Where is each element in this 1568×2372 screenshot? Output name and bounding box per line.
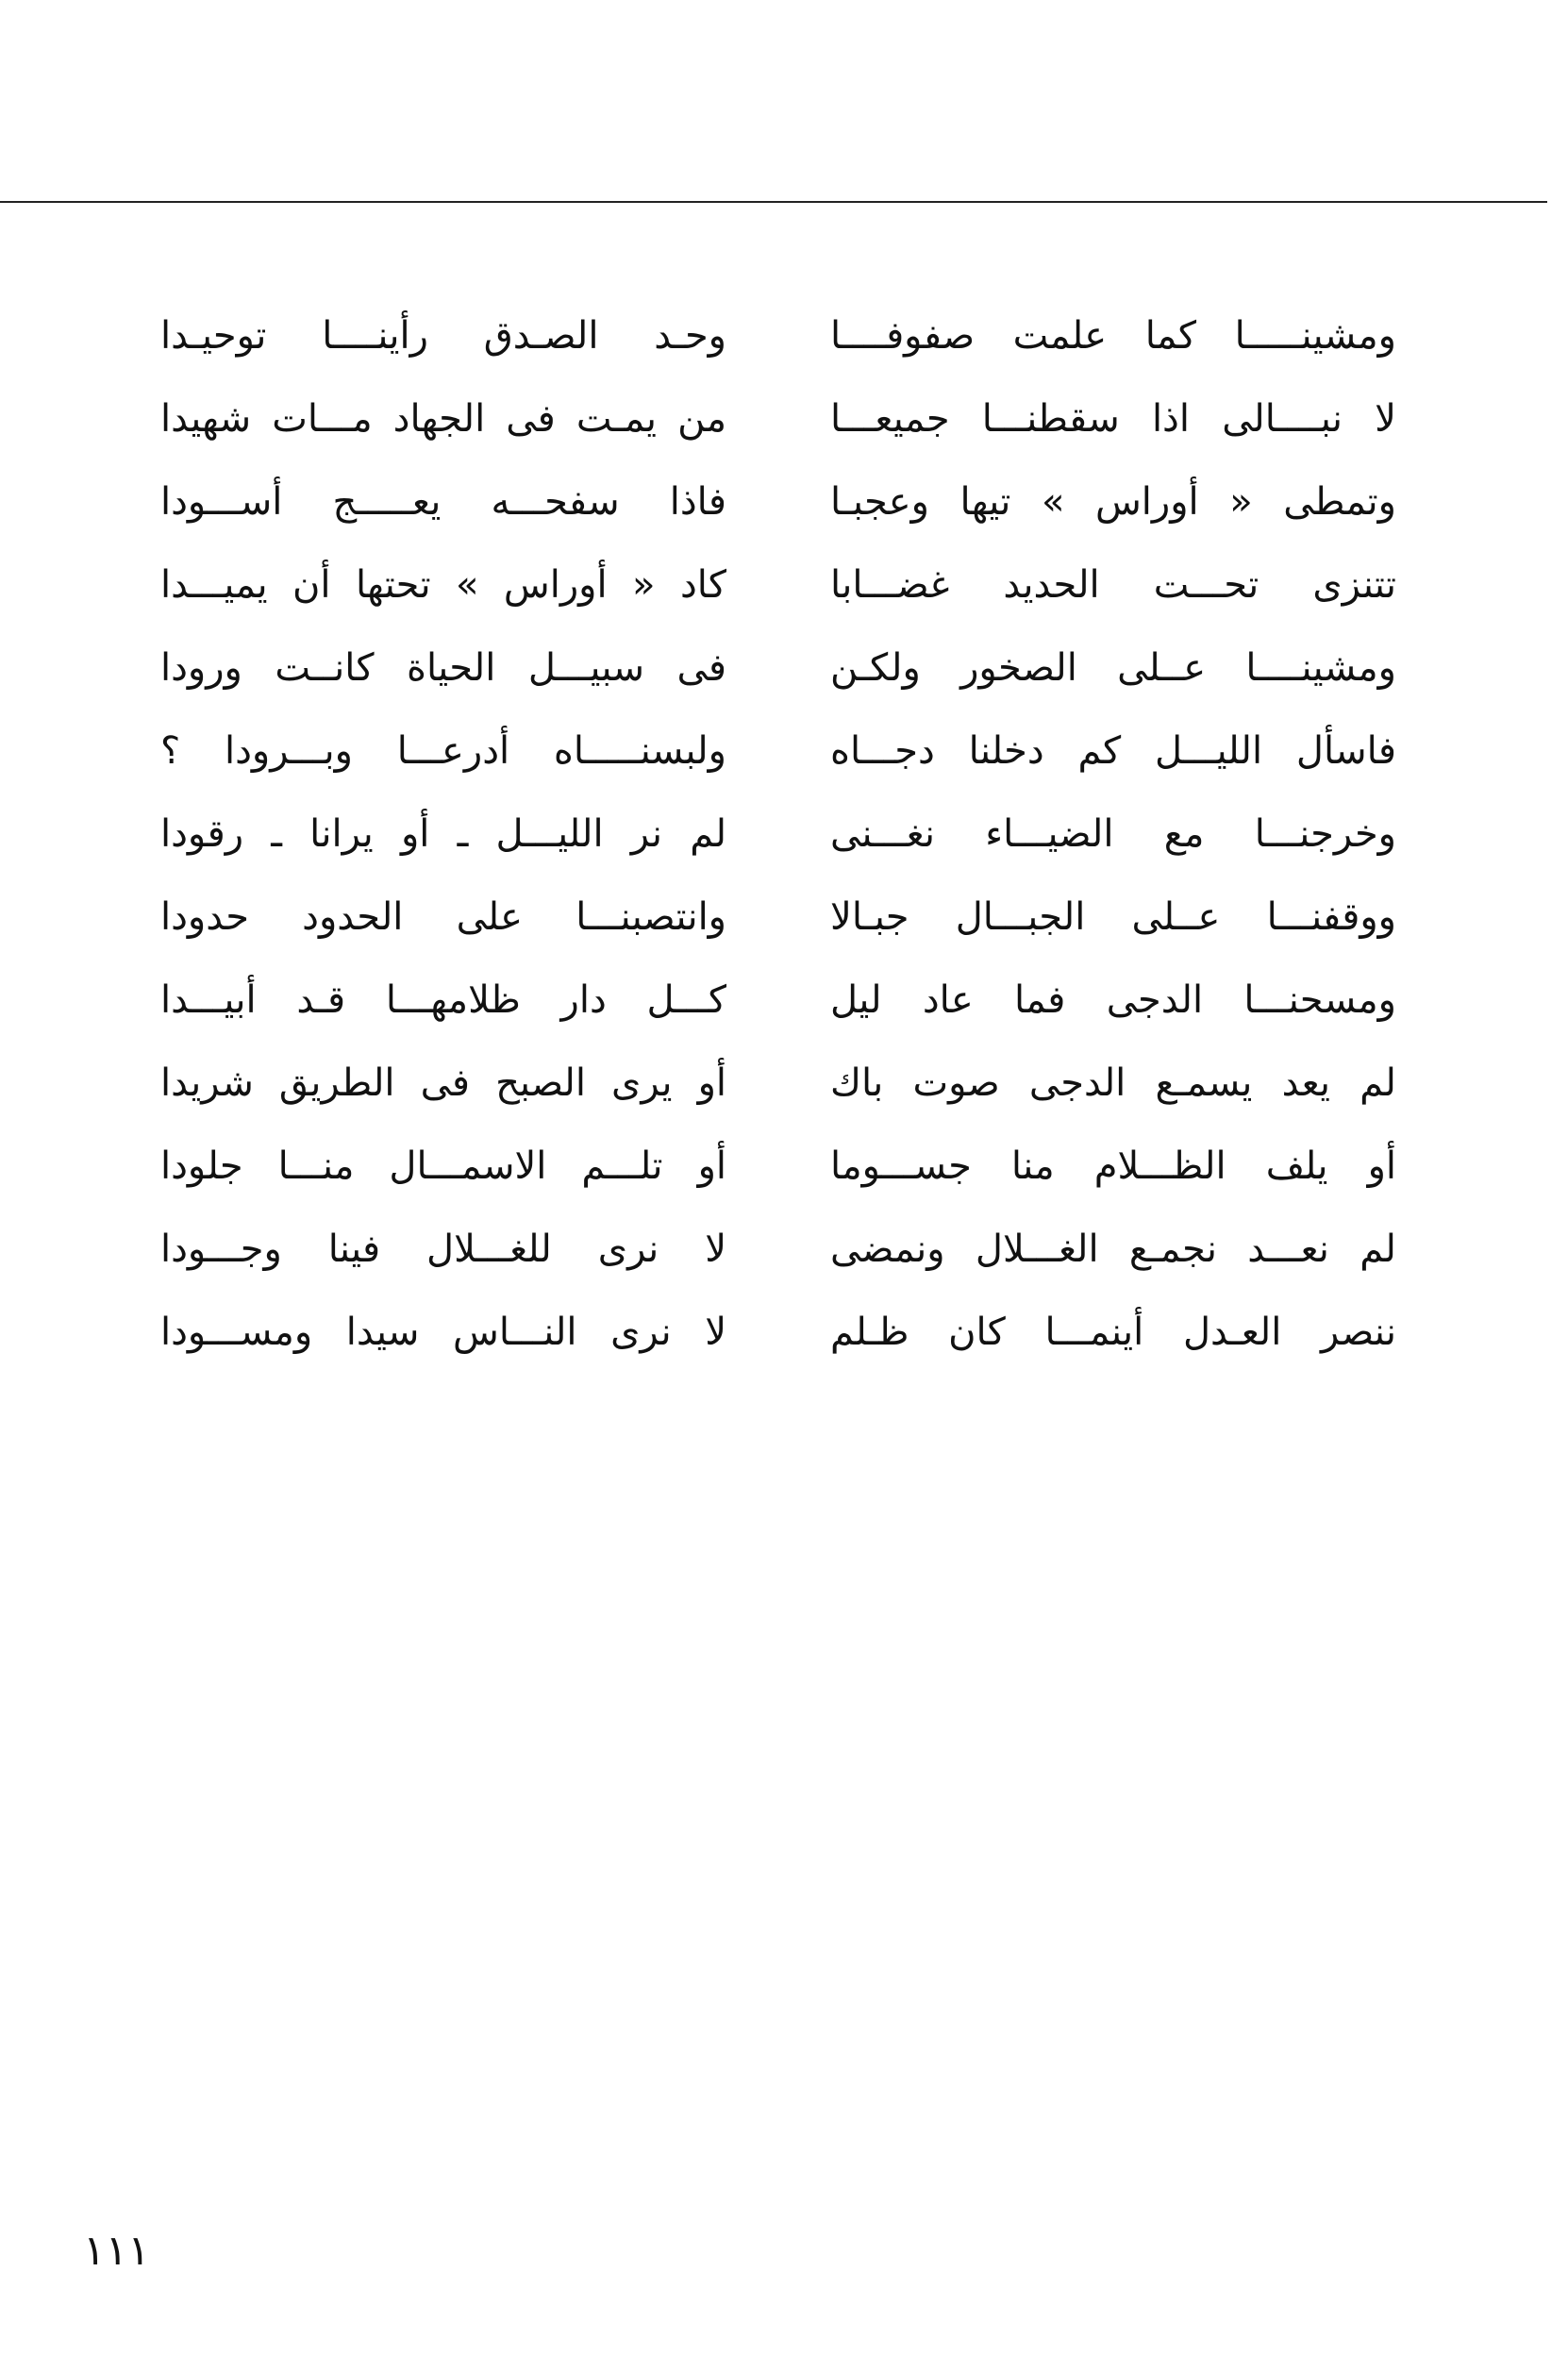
hemistich-left: أو يرى الصبح فى الطريق شريدا xyxy=(160,1061,726,1105)
poem-line xyxy=(160,377,1396,460)
poem-line xyxy=(160,543,1396,626)
hemistich-left: أو تلـــم الاسمـــال منـــا جلودا xyxy=(160,1144,726,1188)
hemistich-left: لا نرى النـــاس سيدا ومســـودا xyxy=(160,1311,726,1354)
hemistich-left: كاد « أوراس » تحتها أن يميـــدا xyxy=(160,563,726,607)
poem-line xyxy=(160,294,1396,377)
hemistich-right: أو يلف الظـــلام منا جســـوما xyxy=(830,1144,1396,1188)
poem-line xyxy=(160,460,1396,543)
hemistich-right: ننصر العـدل أينمـــا كان ظـلم xyxy=(830,1311,1396,1354)
top-rule xyxy=(0,201,1547,203)
poem-line xyxy=(160,1042,1396,1125)
hemistich-right: وتمطى « أوراس » تيها وعجبـا xyxy=(830,480,1396,524)
poem-line xyxy=(160,793,1396,876)
hemistich-left: فاذا سفحـــه يعـــــج أســـودا xyxy=(160,480,726,524)
hemistich-right: ووقفنـــا عــلى الجبـــال جبـالا xyxy=(830,895,1396,939)
poem-line xyxy=(160,1125,1396,1208)
hemistich-left: فى سبيـــل الحياة كانــت ورودا xyxy=(160,646,726,690)
hemistich-left: كـــل دار ظلامهـــا قـد أبيـــدا xyxy=(160,978,726,1022)
poem-line xyxy=(160,1208,1396,1291)
hemistich-right: فاسأل الليـــل كم دخلنا دجـــاه xyxy=(830,729,1396,773)
hemistich-right: لا نبــــالى اذا سقطنـــا جميعـــا xyxy=(830,397,1396,441)
poem-line xyxy=(160,959,1396,1042)
poem-line xyxy=(160,710,1396,793)
hemistich-left: من يمـت فى الجهاد مـــات شهيدا xyxy=(160,397,726,441)
hemistich-right: تتنزى تحـــت الحديد غضـــابا xyxy=(830,563,1396,607)
poem xyxy=(160,294,1396,1374)
hemistich-right: لم يعد يسمـع الدجى صوت باك xyxy=(830,1061,1396,1105)
hemistich-right: وخرجنـــا مع الضيـــاء نغـــنى xyxy=(830,812,1396,856)
hemistich-right: ومشينــــا عــلى الصخور ولكـن xyxy=(830,646,1396,690)
hemistich-right: ومشينـــــا كما علمت صفوفــــا xyxy=(830,314,1396,358)
hemistich-left: لا نرى للغـــلال فينا وجـــودا xyxy=(160,1228,726,1271)
hemistich-left: وحـد الصـدق رأينــــا توحيـدا xyxy=(160,314,726,358)
poem-line xyxy=(160,1291,1396,1374)
hemistich-right: ومسحنـــا الدجى فما عاد ليل xyxy=(830,978,1396,1022)
hemistich-right: لم نعـــد نجمـع الغـــلال ونمضى xyxy=(830,1228,1396,1271)
hemistich-left: وانتصبنـــا على الحدود حدودا xyxy=(160,895,726,939)
poem-line xyxy=(160,876,1396,959)
hemistich-left: لم نر الليـــل ـ أو يرانا ـ رقودا xyxy=(160,812,726,856)
poem-line xyxy=(160,626,1396,710)
page-number: ١١١ xyxy=(83,2227,150,2275)
hemistich-left: ولبسنـــــاه أدرعـــا وبـــرودا ؟ xyxy=(160,729,726,773)
